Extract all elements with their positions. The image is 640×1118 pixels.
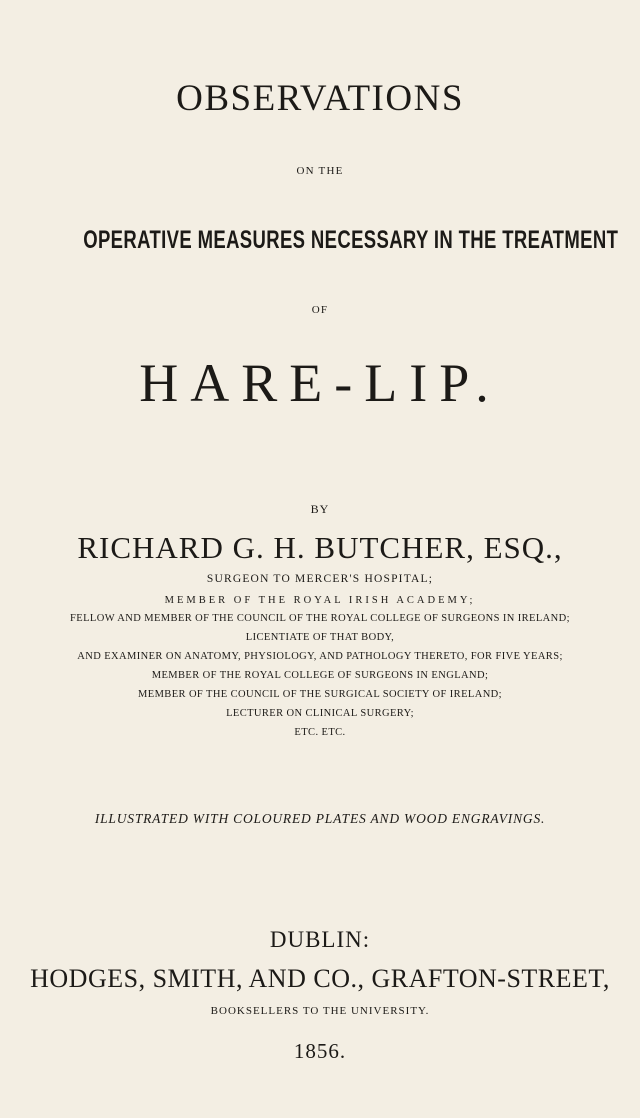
author-name: RICHARD G. H. BUTCHER, ESQ., xyxy=(77,530,563,565)
book-title: OBSERVATIONS xyxy=(176,78,464,119)
credential-line: FELLOW AND MEMBER OF THE COUNCIL OF THE ROYAL COLLEGE OF SURGEONS IN IRELAND; xyxy=(70,613,570,624)
condition-heading: HARE-LIP. xyxy=(139,353,501,413)
of-text: OF xyxy=(311,304,329,316)
credential-line: AND EXAMINER ON ANATOMY, PHYSIOLOGY, AND PATHOLOGY THERETO, FOR FIVE YEARS; xyxy=(77,651,563,662)
credential-line: LICENTIATE OF THAT BODY, xyxy=(245,632,395,643)
publication-year: 1856. xyxy=(293,1039,347,1063)
on-the-text: ON THE xyxy=(296,165,344,177)
credential-line: LECTURER ON CLINICAL SURGERY; xyxy=(226,708,414,719)
credential-line: SURGEON TO MERCER'S HOSPITAL; xyxy=(206,573,434,585)
by-text: BY xyxy=(310,502,330,516)
subject-heading: OPERATIVE MEASURES NECESSARY IN THE TREATMENT xyxy=(83,226,619,254)
illustrations-note: ILLUSTRATED WITH COLOURED PLATES AND WOOD ENGRAVINGS. xyxy=(94,811,546,826)
publisher-note: BOOKSELLERS TO THE UNIVERSITY. xyxy=(210,1005,430,1017)
publication-place: DUBLIN: xyxy=(269,927,371,952)
credential-line: MEMBER OF THE COUNCIL OF THE SURGICAL SOCIETY OF IRELAND; xyxy=(138,689,502,700)
credential-line: MEMBER OF THE ROYAL IRISH ACADEMY; xyxy=(164,595,476,606)
credential-line: ETC. ETC. xyxy=(294,727,346,738)
credential-line: MEMBER OF THE ROYAL COLLEGE OF SURGEONS IN ENGLAND; xyxy=(151,670,489,681)
publisher-name: HODGES, SMITH, AND CO., GRAFTON-STREET, xyxy=(30,964,610,993)
